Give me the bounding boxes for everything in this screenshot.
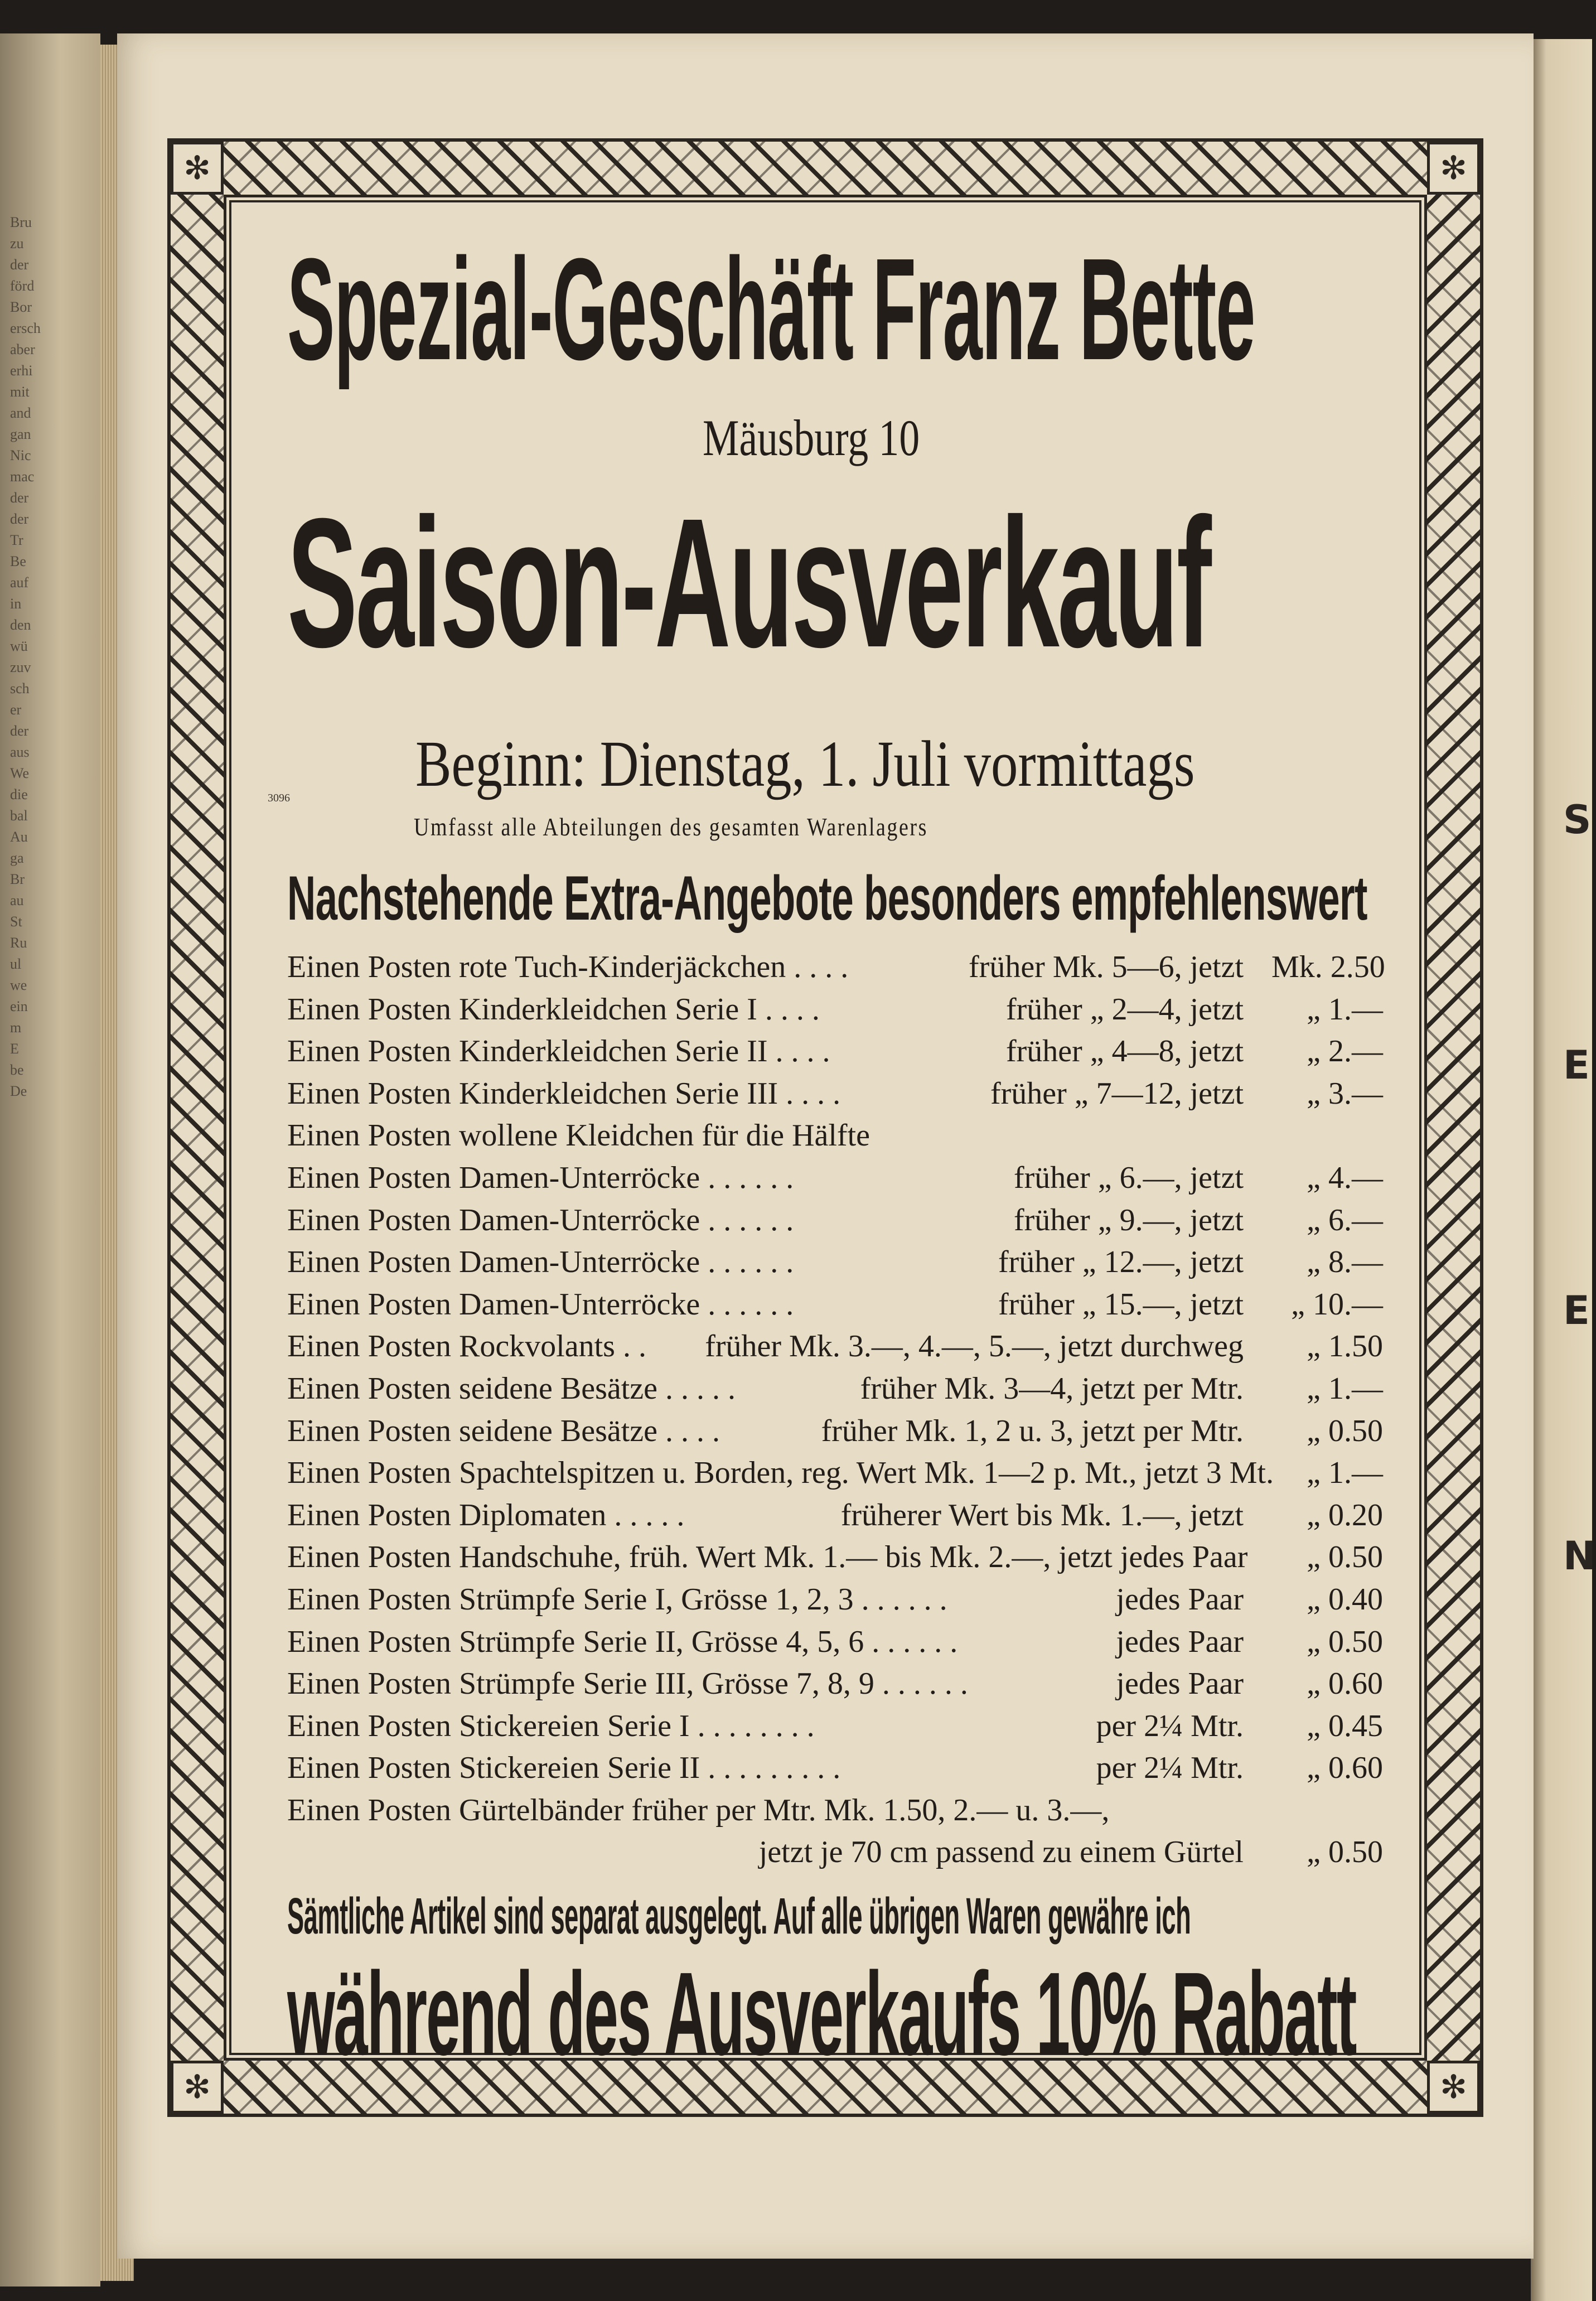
offers-heading: Nachstehende Extra-Angebote besonders empfehlenswert [287, 863, 1367, 933]
offer-description: Einen Posten Damen-Unterröcke . . . . . . [287, 1160, 794, 1195]
rosette-icon: ✻ [171, 142, 224, 195]
offer-condition: früher Mk. 3.—, 4.—, 5.—, jetzt durchweg [705, 1329, 1244, 1364]
offer-condition: früher Mk. 5—6, jetzt [969, 950, 1244, 984]
offer-description: Einen Posten seidene Besätze . . . . [287, 1413, 720, 1448]
rosette-icon: ✻ [1427, 142, 1480, 195]
offer-condition: früher „ 7—12, jetzt [990, 1076, 1244, 1111]
offer-description: Einen Posten Stickereien Serie I . . . . . . . . [287, 1708, 815, 1743]
offer-description: Einen Posten seidene Besätze . . . . . [287, 1371, 736, 1406]
offer-condition: jedes Paar [1116, 1624, 1244, 1659]
list-item [287, 1115, 1383, 1157]
rosette-icon: ✻ [171, 2061, 224, 2114]
offer-description: Einen Posten rote Tuch-Kinderjäckchen . . . . [287, 950, 849, 984]
offer-description: Einen Posten Kinderkleidchen Serie I . . . . [287, 992, 820, 1027]
store-address: Mäusburg 10 [703, 409, 920, 466]
sale-scope-line: Umfasst alle Abteilungen des gesamten Warenlagers [414, 813, 928, 841]
list-item [287, 1031, 1383, 1073]
offer-description: Einen Posten Spachtelspitzen u. Borden, reg. Wert Mk. 1—2 p. Mt., jetzt 3 Mt. [287, 1456, 1274, 1491]
list-item [287, 989, 1383, 1031]
offer-condition: früher Mk. 3—4, jetzt per Mtr. [860, 1371, 1244, 1406]
offer-price: „ 0.40 [1307, 1582, 1383, 1617]
store-headline: Spezial-Geschäft Franz Bette [287, 229, 1255, 390]
offer-price: „ 0.50 [1307, 1413, 1383, 1448]
list-item [287, 1200, 1383, 1242]
offer-description: Einen Posten Damen-Unterröcke . . . . . . [287, 1202, 794, 1237]
offer-condition: früher „ 4—8, jetzt [1005, 1034, 1244, 1069]
offer-description: Einen Posten Damen-Unterröcke . . . . . . [287, 1287, 794, 1322]
list-item [287, 1157, 1383, 1200]
offer-condition: jedes Paar [1116, 1582, 1244, 1617]
right-page-letters: S E E N [1563, 797, 1596, 1579]
offer-description: Einen Posten Gürtelbänder früher per Mtr. Mk. 1.50, 2.— u. 3.—, [287, 1792, 1110, 1828]
list-item [287, 1410, 1383, 1453]
offer-price: „ 0.50 [1307, 1624, 1383, 1659]
list-item [287, 1579, 1383, 1621]
offer-description: Einen Posten Stickereien Serie II . . . . . . . . . [287, 1751, 841, 1786]
small-mark: 3096 [268, 792, 290, 804]
offer-condition: früher „ 6.—, jetzt [1013, 1160, 1244, 1195]
offer-condition: jetzt je 70 cm passend zu einem Gürtel [758, 1835, 1244, 1870]
offer-price: „ 6.— [1307, 1202, 1383, 1237]
list-item [287, 1831, 1383, 1874]
offer-condition: jedes Paar [1116, 1666, 1244, 1701]
offer-price: „ 2.— [1307, 1034, 1383, 1069]
offer-price: „ 0.50 [1307, 1835, 1383, 1870]
list-item [287, 1536, 1383, 1579]
offer-price: „ 0.45 [1307, 1708, 1383, 1743]
offer-price: „ 3.— [1307, 1076, 1383, 1111]
offer-description: Einen Posten Strümpfe Serie III, Grösse 7, 8, 9 . . . . . . [287, 1666, 968, 1701]
offer-price: „ 10.— [1291, 1287, 1383, 1322]
offer-condition: früher „ 12.—, jetzt [998, 1245, 1244, 1280]
rosette-icon: ✻ [1427, 2061, 1480, 2114]
footer-line: Sämtliche Artikel sind separat ausgelegt. Auf alle übrigen Waren gewähre ich [287, 1888, 1191, 1945]
offer-price: „ 0.20 [1307, 1497, 1383, 1533]
offer-condition: früher „ 2—4, jetzt [1005, 992, 1244, 1027]
sale-title: Saison-Ausverkauf [287, 480, 1210, 685]
offer-condition: per 2¼ Mtr. [1096, 1708, 1244, 1743]
offer-description: Einen Posten Diplomaten . . . . . [287, 1497, 685, 1533]
list-item [287, 1284, 1383, 1326]
sale-start-line: Beginn: Dienstag, 1. Juli vormittags [415, 727, 1195, 800]
offer-price: „ 0.60 [1307, 1666, 1383, 1701]
offer-price: „ 1.— [1307, 1371, 1383, 1406]
offer-condition: per 2¼ Mtr. [1096, 1751, 1244, 1786]
offer-condition: früher „ 9.—, jetzt [1013, 1202, 1244, 1237]
list-item [287, 1747, 1383, 1790]
offer-description: Einen Posten wollene Kleidchen für die Hälfte [287, 1118, 870, 1153]
offer-description: Einen Posten Kinderkleidchen Serie III . . . . [287, 1076, 841, 1111]
offer-price: „ 1.50 [1307, 1329, 1383, 1364]
offer-description: Einen Posten Handschuhe, früh. Wert Mk. 1.— bis Mk. 2.—, jetzt jedes Paar [287, 1540, 1248, 1575]
list-item [287, 1241, 1383, 1284]
left-page-text: Bru zu der förd Bor ersch aber erhi mit and gan Nic mac der der Tr Be auf in den wü zuv sch er der aus We die bal Au ga Br au St Ru ul we ein m E be De [10, 214, 41, 1099]
list-item [287, 1368, 1383, 1410]
offer-price: „ 8.— [1307, 1245, 1383, 1280]
offer-description: Einen Posten Rockvolants . . [287, 1329, 646, 1364]
offer-price: „ 0.60 [1307, 1751, 1383, 1786]
offer-condition: früher Mk. 1, 2 u. 3, jetzt per Mtr. [821, 1413, 1244, 1448]
list-item [287, 1073, 1383, 1115]
list-item [287, 1326, 1383, 1368]
offer-description: Einen Posten Kinderkleidchen Serie II . . . . [287, 1034, 830, 1069]
list-item [287, 1663, 1383, 1705]
list-item [287, 1495, 1383, 1537]
list-item [287, 1705, 1383, 1748]
offer-description: Einen Posten Strümpfe Serie II, Grösse 4, 5, 6 . . . . . . [287, 1624, 958, 1659]
list-item [287, 1621, 1383, 1664]
offer-price: „ 4.— [1307, 1160, 1383, 1195]
offer-description: Einen Posten Damen-Unterröcke . . . . . . [287, 1245, 794, 1280]
list-item [287, 1452, 1383, 1495]
offer-condition: früher „ 15.—, jetzt [998, 1287, 1244, 1322]
offer-price: Mk. 2.50 [1271, 950, 1385, 984]
discount-line: während des Ausverkaufs 10% Rabatt [287, 1947, 1356, 2080]
offer-price: „ 1.— [1307, 992, 1383, 1027]
offer-price: „ 1.— [1307, 1456, 1383, 1491]
offer-condition: früherer Wert bis Mk. 1.—, jetzt [840, 1497, 1244, 1533]
offer-list [287, 946, 1383, 1874]
list-item [287, 1790, 1383, 1832]
list-item [287, 946, 1383, 989]
offer-price: „ 0.50 [1307, 1540, 1383, 1575]
offer-description: Einen Posten Strümpfe Serie I, Grösse 1, 2, 3 . . . . . . [287, 1582, 947, 1617]
